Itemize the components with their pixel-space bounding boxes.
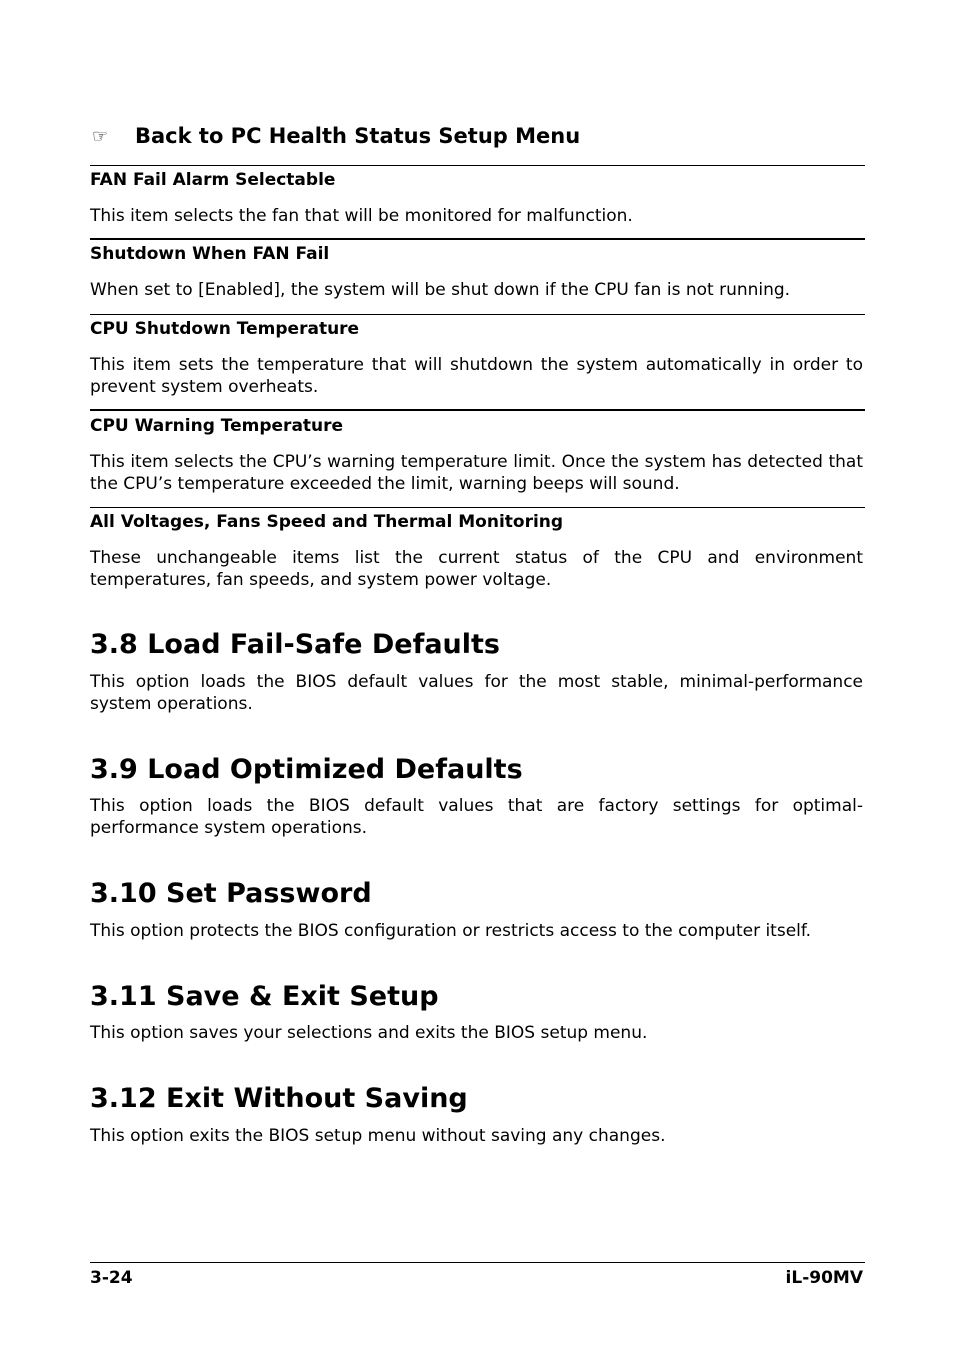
item-description: When set to [Enabled], the system will be shut down if the CPU fan is not running. [90, 280, 791, 300]
section-description: This option protects the BIOS configuration or restricts access to the computer itself. [90, 921, 812, 941]
footer-divider [90, 1262, 865, 1263]
item-description: These unchangeable items list the current status of the CPU and environment temperatures, fan speeds, and system power voltage. [90, 548, 863, 590]
divider [90, 409, 865, 411]
section-title-3-11: 3.11 Save & Exit Setup [90, 981, 439, 1012]
item-heading: Shutdown When FAN Fail [90, 244, 330, 264]
section-description: This option loads the BIOS default values that are factory settings for optimal-performance system operations. [90, 796, 863, 838]
back-link[interactable] [90, 122, 865, 166]
item-description: This item sets the temperature that will shutdown the system automatically in order to prevent system overheats. [90, 355, 863, 397]
section-description: This option saves your selections and exits the BIOS setup menu. [90, 1023, 648, 1043]
section-title-3-8: 3.8 Load Fail-Safe Defaults [90, 629, 500, 660]
item-heading: CPU Warning Temperature [90, 416, 344, 436]
section-title-3-12: 3.12 Exit Without Saving [90, 1083, 468, 1114]
back-link-label: Back to PC Health Status Setup Menu [135, 124, 581, 148]
model-name: iL-90MV [785, 1268, 863, 1288]
page-number: 3-24 [90, 1268, 133, 1288]
item-heading: FAN Fail Alarm Selectable [90, 170, 336, 190]
item-description: This item selects the fan that will be monitored for malfunction. [90, 206, 633, 226]
section-description: This option loads the BIOS default values for the most stable, minimal-performance system operations. [90, 672, 863, 714]
section-title-3-10: 3.10 Set Password [90, 878, 372, 909]
section-description: This option exits the BIOS setup menu without saving any changes. [90, 1126, 666, 1146]
divider [90, 507, 865, 508]
item-description: This item selects the CPU’s warning temperature limit. Once the system has detected that the CPU’s temperature exceeded the limit, warning beeps will sound. [90, 452, 863, 494]
item-heading: All Voltages, Fans Speed and Thermal Monitoring [90, 512, 564, 532]
hand-pointer-icon: ☞ [92, 126, 109, 147]
item-heading: CPU Shutdown Temperature [90, 319, 360, 339]
section-title-3-9: 3.9 Load Optimized Defaults [90, 754, 523, 785]
divider [90, 314, 865, 315]
divider [90, 238, 865, 240]
